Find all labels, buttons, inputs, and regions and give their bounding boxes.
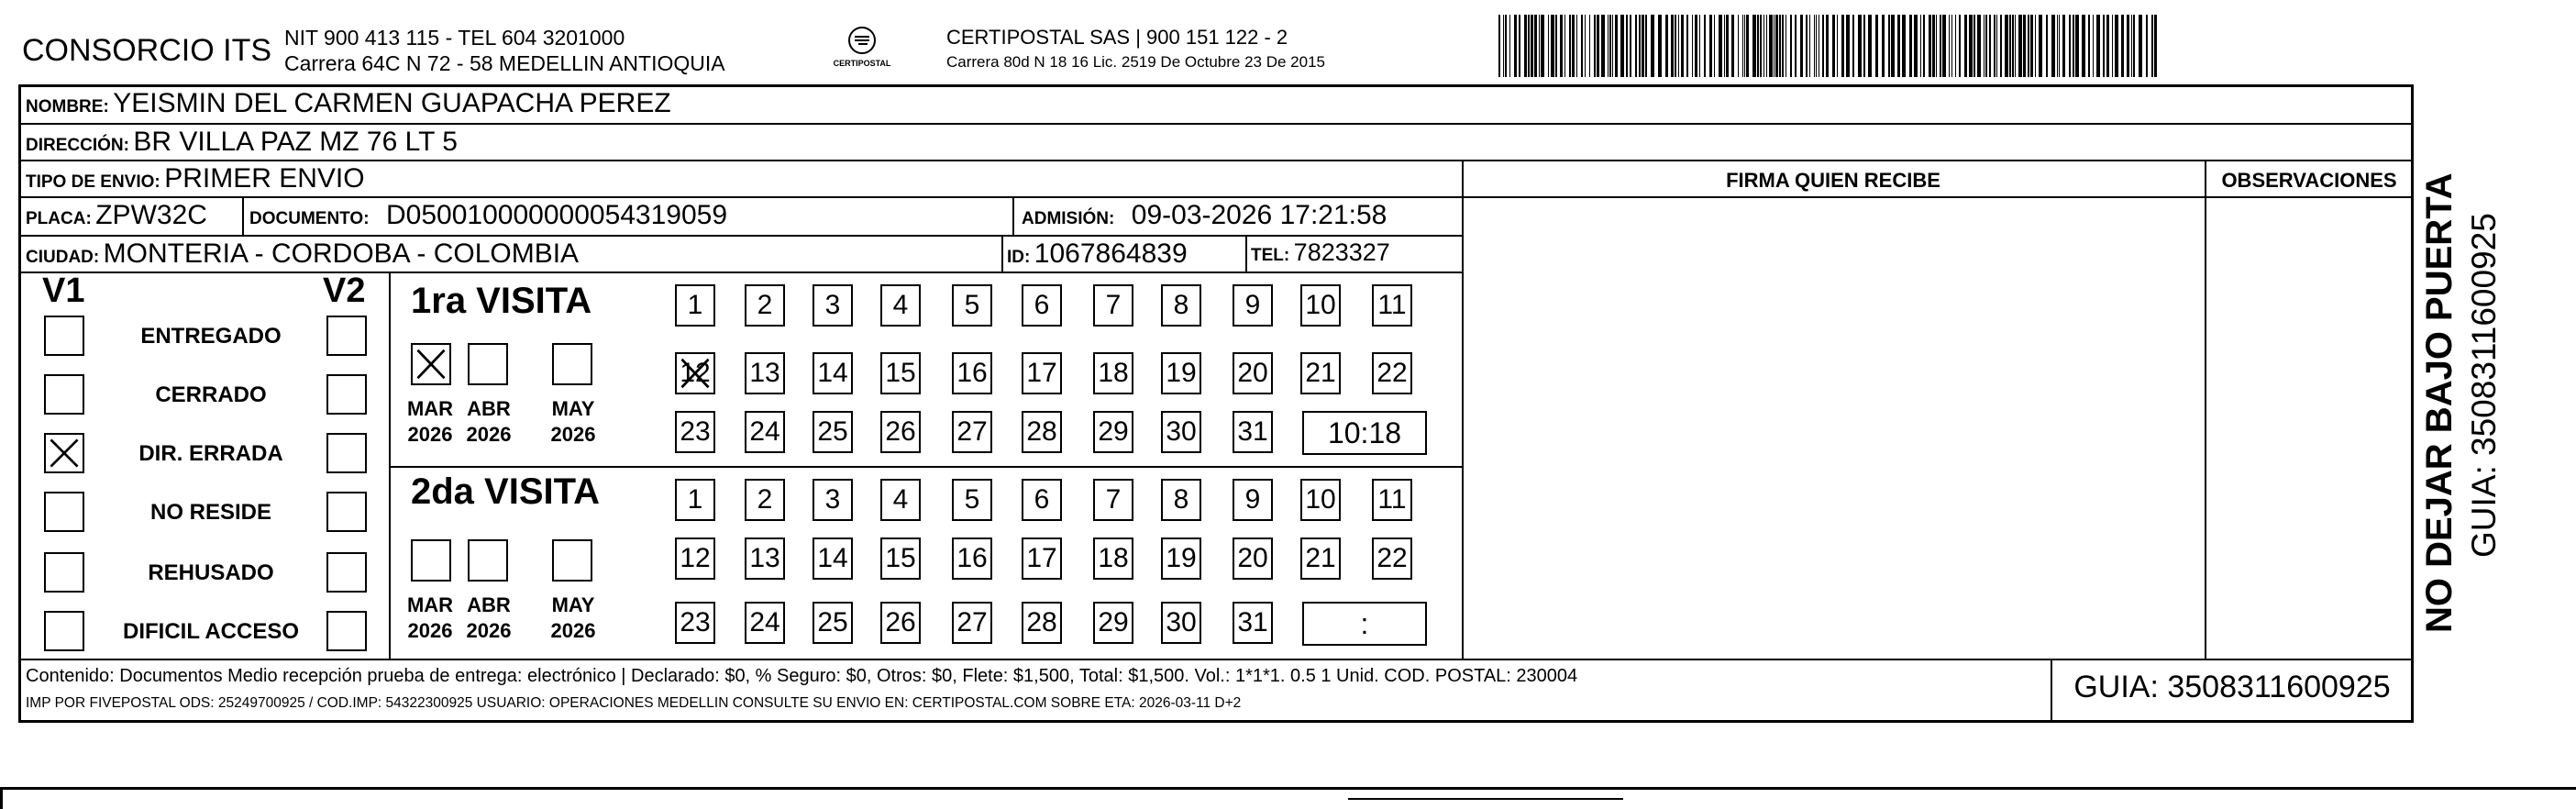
day-number: 16 (956, 543, 988, 573)
day-box[interactable] (1233, 479, 1273, 521)
day-box[interactable] (1233, 411, 1273, 453)
month-label: ABR 2026 (466, 593, 512, 642)
next-label-left (0, 787, 3, 809)
day-number: 4 (892, 484, 909, 515)
day-box[interactable] (1161, 284, 1201, 327)
day-box[interactable] (745, 479, 785, 521)
day-number: 15 (885, 358, 916, 388)
day-box[interactable] (952, 411, 992, 453)
direccion-value: BR VILLA PAZ MZ 76 LT 5 (133, 127, 458, 157)
day-box[interactable] (1372, 352, 1412, 394)
day-number: 27 (956, 607, 988, 637)
day-box[interactable] (1233, 284, 1273, 327)
day-box[interactable] (952, 352, 992, 394)
day-box[interactable] (1022, 479, 1062, 521)
day-number: 31 (1237, 416, 1268, 447)
status-label: DIFICIL ACCESO (122, 619, 299, 644)
day-number: 13 (749, 358, 780, 388)
day-box[interactable] (1022, 352, 1062, 394)
month-checkbox[interactable] (468, 343, 508, 385)
certipostal-line1: CERTIPOSTAL SAS | 900 151 122 - 2 (946, 26, 1288, 49)
time-box[interactable] (1302, 602, 1427, 646)
day-box[interactable] (952, 479, 992, 521)
tipo-envio-value: PRIMER ENVIO (164, 163, 365, 194)
status-label: REHUSADO (148, 560, 274, 585)
day-number: 31 (1237, 607, 1268, 637)
day-box[interactable] (880, 479, 921, 521)
day-number: 19 (1166, 543, 1197, 573)
month-checkbox[interactable] (411, 539, 451, 582)
month-label: MAY 2026 (550, 397, 596, 446)
day-box[interactable] (675, 602, 715, 644)
day-number: 25 (817, 416, 848, 447)
day-number: 16 (956, 358, 988, 388)
day-box[interactable] (745, 284, 785, 327)
v2-checkbox[interactable] (326, 433, 367, 473)
day-box[interactable] (880, 284, 921, 327)
day-number: 21 (1305, 543, 1336, 573)
day-number: 27 (956, 416, 988, 447)
day-number: 17 (1026, 543, 1057, 573)
day-box[interactable] (1300, 284, 1341, 327)
day-box[interactable] (1161, 411, 1201, 453)
day-box[interactable] (1161, 479, 1201, 521)
day-box[interactable] (1161, 537, 1201, 580)
logo-text: CERTIPOSTAL (833, 59, 891, 68)
time-value: 10:18 (1327, 416, 1402, 449)
day-number: 6 (1034, 484, 1050, 515)
next-label-top (0, 787, 2576, 790)
id-value: 1067864839 (1034, 238, 1188, 269)
footer-imp: IMP POR FIVEPOSTAL ODS: 25249700925 / COD.IMP: 54322300925 USUARIO: OPERACIONES MEDELLIN CONSULTE SU ENVIO EN: CERTIPOSTAL.COM SOBRE ETA: 2026-03-11 D+2 (26, 695, 1242, 711)
x-mark-icon (46, 435, 83, 471)
certipostal-logo (825, 24, 899, 77)
certipostal-line2: Carrera 80d N 18 16 Lic. 2519 De Octubre 23 De 2015 (946, 53, 1325, 71)
v2-checkbox[interactable] (326, 492, 367, 532)
day-number: 4 (892, 290, 909, 320)
side-guia: GUIA: 3508311600925 (2465, 213, 2503, 558)
documento-value: D050010000000054319059 (386, 200, 728, 230)
day-box[interactable] (745, 602, 785, 644)
placa-label: PLACA: (26, 209, 92, 228)
month-label: ABR 2026 (466, 397, 512, 446)
day-box[interactable] (745, 411, 785, 453)
day-number: 15 (885, 543, 916, 573)
ciudad-label: CIUDAD: (26, 248, 100, 267)
direccion-label: DIRECCIÓN: (26, 136, 129, 155)
day-number: 3 (824, 290, 841, 320)
company-name: CONSORCIO ITS (22, 33, 272, 68)
day-box[interactable] (813, 537, 853, 580)
observaciones-header: OBSERVACIONES (2221, 169, 2397, 192)
day-number: 22 (1376, 358, 1408, 388)
firma-header: FIRMA QUIEN RECIBE (1726, 169, 1940, 192)
day-box[interactable] (952, 602, 992, 644)
month-checkbox[interactable] (552, 343, 592, 385)
company-address: Carrera 64C N 72 - 58 MEDELLIN ANTIOQUIA (284, 51, 725, 75)
day-number: 12 (680, 543, 711, 573)
admision-label: ADMISIÓN: (1022, 209, 1115, 228)
day-box[interactable] (952, 537, 992, 580)
day-number: 2 (757, 290, 773, 320)
day-box[interactable] (675, 479, 715, 521)
day-box[interactable] (1300, 537, 1341, 580)
day-box[interactable] (813, 479, 853, 521)
v2-checkbox[interactable] (326, 611, 367, 651)
day-box[interactable] (1161, 352, 1201, 394)
day-number: 5 (964, 484, 980, 515)
day-box[interactable] (1093, 479, 1133, 521)
day-number: 2 (757, 484, 773, 515)
day-number: 20 (1237, 358, 1268, 388)
day-number: 8 (1173, 290, 1189, 320)
day-box[interactable] (1093, 352, 1133, 394)
month-checkbox[interactable] (411, 343, 451, 385)
ciudad-value: MONTERIA - CORDOBA - COLOMBIA (103, 238, 580, 269)
v1-checkbox[interactable] (44, 552, 84, 593)
day-number: 6 (1034, 290, 1050, 320)
month-label: MAR 2026 (406, 593, 454, 642)
day-number: 7 (1105, 484, 1122, 515)
v2-header: V2 (323, 272, 366, 310)
time-box[interactable] (1302, 411, 1427, 455)
admision-value: 09-03-2026 17:21:58 (1131, 200, 1388, 230)
v1-checkbox[interactable] (44, 492, 84, 532)
observaciones-area[interactable] (2206, 198, 2410, 657)
day-box[interactable] (880, 537, 921, 580)
day-number: 20 (1237, 543, 1268, 573)
placa-value: ZPW32C (95, 200, 207, 230)
day-box[interactable] (1022, 537, 1062, 580)
tipo-envio-label: TIPO DE ENVIO: (26, 172, 160, 192)
month-label: MAY 2026 (550, 593, 596, 642)
day-box[interactable] (1300, 352, 1341, 394)
day-number: 10 (1305, 290, 1336, 320)
day-number: 29 (1098, 607, 1129, 637)
day-number: 10 (1305, 484, 1336, 515)
day-number: 14 (817, 358, 848, 388)
day-number: 26 (885, 416, 916, 447)
month-checkbox[interactable] (468, 539, 508, 582)
day-number: 11 (1377, 484, 1407, 515)
status-label: ENTREGADO (140, 324, 282, 349)
day-box[interactable] (1233, 537, 1273, 580)
day-number: 1 (687, 484, 703, 515)
day-box[interactable] (1093, 537, 1133, 580)
day-number: 26 (885, 607, 916, 637)
month-checkbox[interactable] (552, 539, 592, 582)
v1-header: V1 (42, 272, 85, 310)
time-value: : (1360, 606, 1369, 640)
v1-checkbox[interactable] (44, 316, 84, 356)
day-number: 3 (824, 484, 841, 515)
day-number: 8 (1173, 484, 1189, 515)
side-warning: NO DEJAR BAJO PUERTA (2419, 172, 2460, 633)
day-number: 21 (1305, 358, 1336, 388)
day-box[interactable] (1233, 602, 1273, 644)
visit1-title: 1ra VISITA (411, 281, 592, 321)
day-number: 9 (1244, 290, 1261, 320)
day-number: 12 (680, 358, 711, 388)
day-box[interactable] (745, 352, 785, 394)
day-number: 23 (680, 416, 711, 447)
company-nit: NIT 900 413 115 - TEL 604 3201000 (284, 26, 625, 50)
day-number: 25 (817, 607, 848, 637)
day-number: 30 (1166, 416, 1197, 447)
day-number: 5 (964, 290, 980, 320)
day-box[interactable] (675, 537, 715, 580)
day-number: 1 (687, 290, 703, 320)
day-number: 24 (749, 416, 780, 447)
tel-value: 7823327 (1293, 238, 1390, 266)
day-number: 29 (1098, 416, 1129, 447)
day-box[interactable] (952, 284, 992, 327)
day-number: 22 (1376, 543, 1408, 573)
day-number: 9 (1244, 484, 1261, 515)
v1-checkbox[interactable] (44, 374, 84, 415)
day-box[interactable] (880, 352, 921, 394)
day-box[interactable] (745, 537, 785, 580)
firma-area[interactable] (1464, 198, 2203, 657)
status-label: DIR. ERRADA (138, 441, 283, 466)
day-box[interactable] (1372, 284, 1412, 327)
day-number: 30 (1166, 607, 1197, 637)
day-number: 18 (1098, 543, 1129, 573)
footer-guia: GUIA: 3508311600925 (2073, 670, 2391, 704)
day-number: 11 (1377, 290, 1407, 320)
day-box[interactable] (880, 411, 921, 453)
next-label-barcode-edge (1348, 798, 1623, 800)
v1-checkbox[interactable] (44, 611, 84, 651)
day-box[interactable] (1233, 352, 1273, 394)
day-box[interactable] (675, 352, 715, 394)
day-box[interactable] (1161, 602, 1201, 644)
day-number: 28 (1026, 416, 1057, 447)
v2-checkbox[interactable] (326, 316, 367, 356)
day-number: 7 (1105, 290, 1122, 320)
day-box[interactable] (1372, 537, 1412, 580)
day-box[interactable] (1372, 479, 1412, 521)
day-number: 23 (680, 607, 711, 637)
month-label: MAR 2026 (406, 397, 454, 446)
day-box[interactable] (1022, 602, 1062, 644)
day-number: 19 (1166, 358, 1197, 388)
day-box[interactable] (813, 284, 853, 327)
day-box[interactable] (1093, 602, 1133, 644)
day-box[interactable] (813, 352, 853, 394)
day-box[interactable] (675, 411, 715, 453)
day-box[interactable] (813, 411, 853, 453)
v2-checkbox[interactable] (326, 552, 367, 593)
day-box[interactable] (1093, 284, 1133, 327)
day-number: 28 (1026, 607, 1057, 637)
day-box[interactable] (1093, 411, 1133, 453)
nombre-label: NOMBRE: (26, 97, 109, 116)
x-mark-icon (677, 354, 713, 393)
day-box[interactable] (675, 284, 715, 327)
v2-checkbox[interactable] (326, 374, 367, 415)
day-box[interactable] (1022, 284, 1062, 327)
day-number: 14 (817, 543, 848, 573)
id-label: ID: (1007, 248, 1031, 267)
status-label: CERRADO (155, 382, 267, 407)
documento-label: DOCUMENTO: (249, 209, 370, 228)
tel-label: TEL: (1251, 246, 1290, 265)
day-box[interactable] (1022, 411, 1062, 453)
day-box[interactable] (1300, 479, 1341, 521)
visit2-title: 2da VISITA (411, 471, 600, 512)
day-box[interactable] (813, 602, 853, 644)
day-number: 18 (1098, 358, 1129, 388)
day-box[interactable] (880, 602, 921, 644)
certipostal-logo-icon (825, 24, 899, 77)
x-mark-icon (413, 345, 449, 383)
footer-content: Contenido: Documentos Medio recepción prueba de entrega: electrónico | Declarado: $0, % Seguro: $0, Otros: $0, Flete: $1,500, Total: $1,500. Vol.: 1*1*1. 0.5 1 Unid. COD. POSTAL: 230004 (26, 666, 1578, 686)
v1-checkbox[interactable] (44, 433, 84, 473)
day-number: 17 (1026, 358, 1057, 388)
status-label: NO RESIDE (149, 500, 272, 525)
nombre-value: YEISMIN DEL CARMEN GUAPACHA PEREZ (113, 88, 671, 118)
barcode (1498, 15, 2157, 77)
day-number: 24 (749, 607, 780, 637)
day-number: 13 (749, 543, 780, 573)
